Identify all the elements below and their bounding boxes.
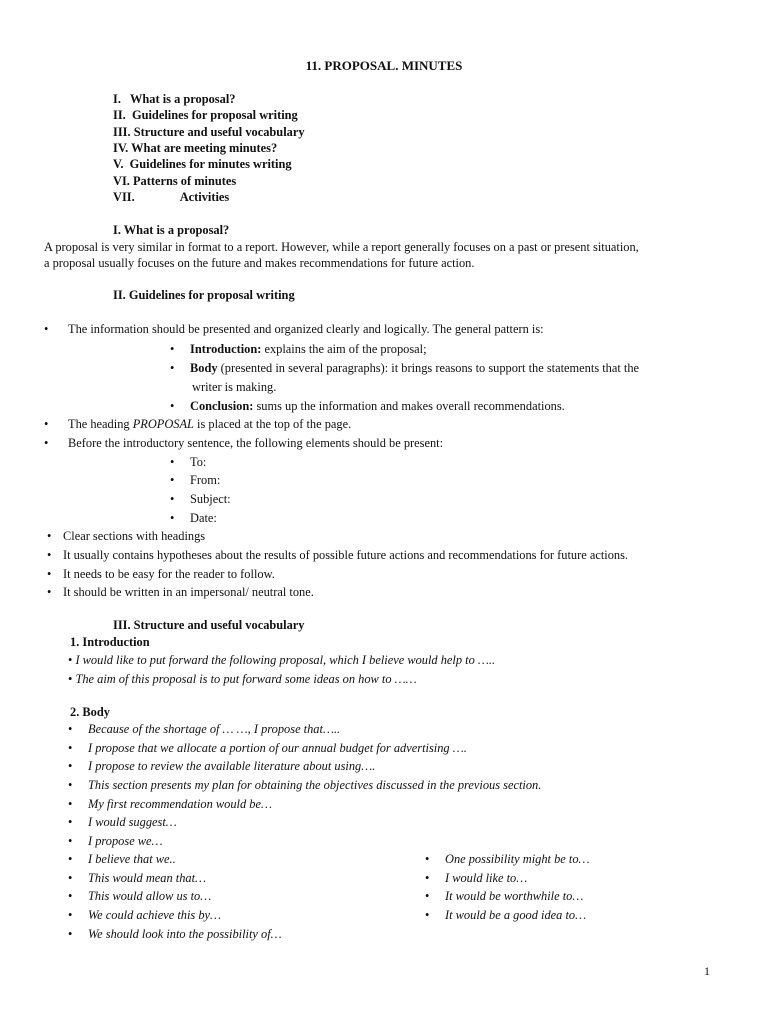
list-item: • Because of the shortage of … …, I propose that….. (68, 720, 340, 739)
list-item: • I would suggest… (68, 813, 177, 832)
bullet-icon: • (68, 815, 73, 829)
bullet-icon: • (47, 548, 52, 562)
bullet-icon: • (170, 361, 175, 375)
list-item: • It should be written in an impersonal/ neutral tone. (47, 583, 314, 602)
toc-item: V. Guidelines for minutes writing (113, 157, 292, 171)
subsection-heading: 2. Body (70, 705, 110, 719)
list-item-continuation: writer is making. (192, 380, 277, 394)
list-item: • It would be worthwhile to… (425, 887, 583, 906)
bullet-icon: • (170, 492, 175, 506)
bullet-icon: • (170, 399, 175, 413)
bullet-icon: • (47, 567, 52, 581)
section-heading: II. Guidelines for proposal writing (113, 288, 295, 302)
bullet-icon: • (425, 889, 430, 903)
page-number: 1 (704, 964, 710, 978)
bullet-icon: • (47, 529, 52, 543)
bullet-icon: • (68, 927, 73, 941)
list-item: • We should look into the possibility of… (68, 925, 282, 944)
list-item: • Clear sections with headings (47, 527, 205, 546)
list-item: • Conclusion: sums up the information and makes overall recommendations. (170, 397, 565, 416)
bullet-icon: • (68, 852, 73, 866)
section-heading: I. What is a proposal? (113, 223, 230, 237)
list-item: • This would mean that… (68, 869, 206, 888)
list-item: • It needs to be easy for the reader to follow. (47, 565, 275, 584)
toc-item: III. Structure and useful vocabulary (113, 125, 305, 139)
bullet-icon: • (44, 436, 49, 450)
subsection-heading: 1. Introduction (70, 635, 150, 649)
list-item: • This section presents my plan for obtaining the objectives discussed in the previous section. (68, 776, 541, 795)
toc-item: IV. What are meeting minutes? (113, 141, 278, 155)
toc-item: I. What is a proposal? (113, 92, 236, 106)
toc-item: VI. Patterns of minutes (113, 174, 237, 188)
list-item: • I propose to review the available literature about using…. (68, 757, 375, 776)
bullet-icon: • (68, 672, 76, 686)
list-item: • One possibility might be to… (425, 850, 590, 869)
bullet-icon: • (68, 834, 73, 848)
list-item: • I propose that we allocate a portion of our annual budget for advertising …. (68, 739, 467, 758)
section-heading: III. Structure and useful vocabulary (113, 618, 305, 632)
list-item: • The heading PROPOSAL is placed at the top of the page. (44, 415, 351, 434)
list-item: • To: (170, 453, 206, 472)
bullet-icon: • (68, 889, 73, 903)
bullet-icon: • (68, 778, 73, 792)
bullet-icon: • (425, 852, 430, 866)
bullet-icon: • (47, 585, 52, 599)
list-item: • This would allow us to… (68, 887, 211, 906)
bullet-icon: • (170, 455, 175, 469)
list-item: • It would be a good idea to… (425, 906, 586, 925)
list-item: • It usually contains hypotheses about the results of possible future actions and recommendations for future actions. (47, 546, 628, 565)
list-item: • The information should be presented and organized clearly and logically. The general pattern is: (44, 320, 544, 339)
list-item: • My first recommendation would be… (68, 795, 272, 814)
list-item: • Date: (170, 509, 217, 528)
list-item: • The aim of this proposal is to put forward some ideas on how to …… (68, 672, 417, 686)
list-item: • I would like to put forward the following proposal, which I believe would help to ….. (68, 653, 496, 667)
bullet-icon: • (425, 871, 430, 885)
list-item: • Before the introductory sentence, the following elements should be present: (44, 434, 443, 453)
bullet-icon: • (68, 759, 73, 773)
bullet-icon: • (68, 722, 73, 736)
bullet-icon: • (170, 342, 175, 356)
bullet-icon: • (44, 417, 49, 431)
bullet-icon: • (44, 322, 49, 336)
list-item: • Subject: (170, 490, 231, 509)
bullet-icon: • (68, 871, 73, 885)
paragraph-line: a proposal usually focuses on the future and makes recommendations for future action. (44, 256, 475, 270)
bullet-icon: • (170, 511, 175, 525)
list-item: • I believe that we.. (68, 850, 176, 869)
list-item: • I would like to… (425, 869, 527, 888)
list-item: • Introduction: explains the aim of the proposal; (170, 340, 427, 359)
bullet-icon: • (425, 908, 430, 922)
bullet-icon: • (68, 908, 73, 922)
document-title: 11. PROPOSAL. MINUTES (305, 58, 463, 73)
list-item: • I propose we… (68, 832, 163, 851)
toc-item: VII. Activities (113, 190, 230, 204)
paragraph-line: A proposal is very similar in format to a report. However, while a report generally focuses on a past or present situation, (44, 240, 639, 254)
list-item: • From: (170, 471, 220, 490)
toc-item: II. Guidelines for proposal writing (113, 108, 298, 122)
bullet-icon: • (68, 653, 76, 667)
list-item: • We could achieve this by… (68, 906, 221, 925)
bullet-icon: • (68, 741, 73, 755)
bullet-icon: • (68, 797, 73, 811)
list-item: • Body (presented in several paragraphs): it brings reasons to support the statements that the (170, 359, 639, 378)
bullet-icon: • (170, 473, 175, 487)
